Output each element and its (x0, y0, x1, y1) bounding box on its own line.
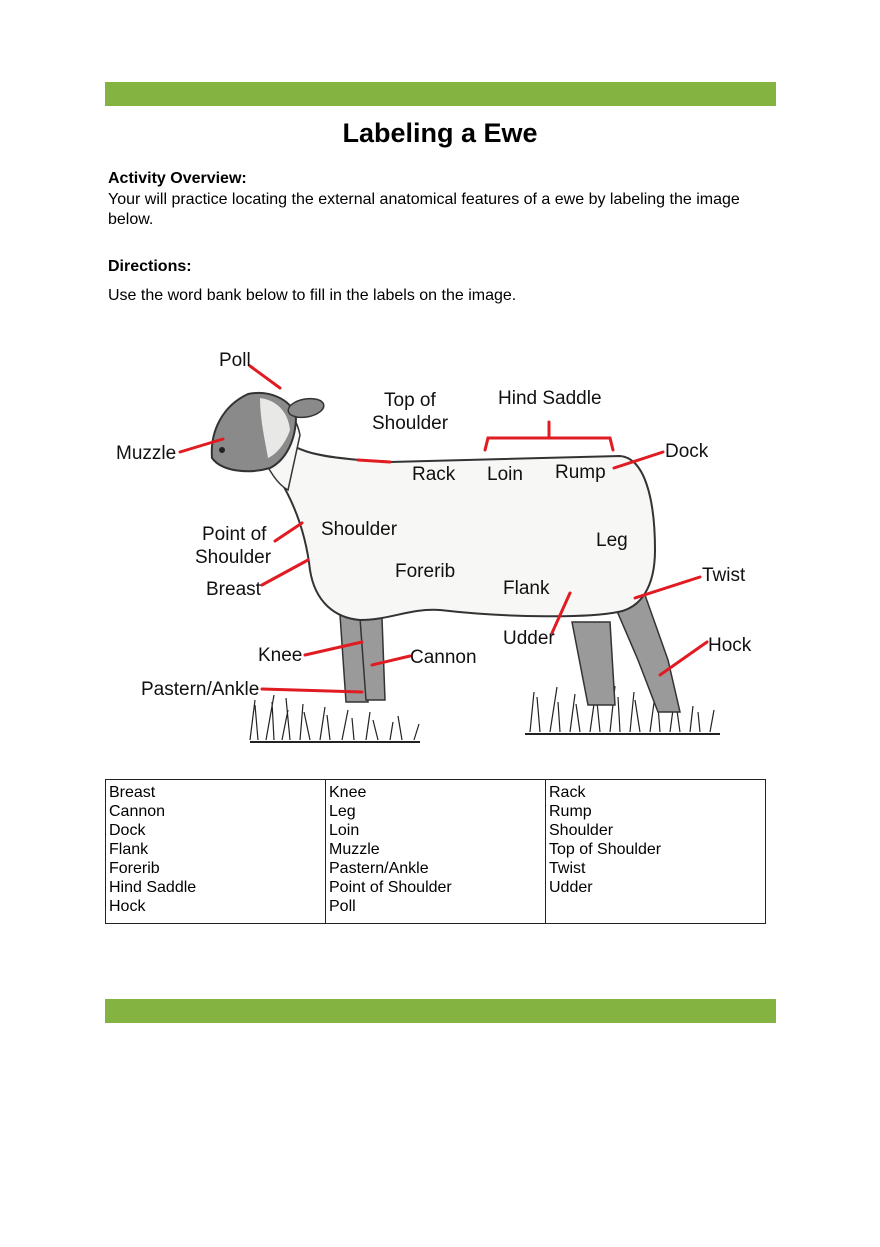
header-band (105, 82, 776, 106)
label-loin: Loin (487, 464, 523, 485)
label-rack: Rack (412, 464, 456, 485)
word-bank-column-1 (106, 780, 325, 923)
label-point-of-shoulder-2: Shoulder (195, 547, 272, 568)
word-bank-item: Hind Saddle (109, 879, 197, 896)
label-flank: Flank (503, 578, 550, 599)
grass-illustration (250, 686, 720, 742)
label-poll: Poll (219, 350, 251, 371)
word-bank-item: Cannon (109, 803, 166, 820)
label-twist: Twist (702, 565, 746, 586)
label-pastern-ankle: Pastern/Ankle (141, 679, 260, 700)
word-bank-item: Point of Shoulder (329, 879, 452, 896)
label-cannon: Cannon (410, 647, 477, 668)
word-bank-item: Pastern/Ankle (329, 860, 429, 877)
label-hind-saddle: Hind Saddle (498, 388, 602, 409)
label-knee: Knee (258, 645, 303, 666)
word-bank-item: Hock (109, 898, 146, 915)
ewe-diagram (110, 340, 760, 750)
word-bank-item: Shoulder (549, 822, 614, 839)
word-bank-item: Udder (549, 879, 593, 896)
word-bank-item: Forerib (109, 860, 160, 877)
word-bank-column-2 (325, 780, 545, 923)
overview-text: Your will practice locating the external anatomical features of a ewe by labeling the image below. (108, 191, 740, 228)
word-bank-item: Leg (329, 803, 356, 820)
label-muzzle: Muzzle (116, 443, 177, 464)
label-leg: Leg (596, 530, 628, 551)
label-forerib: Forerib (395, 561, 456, 582)
word-bank-item: Loin (329, 822, 360, 839)
word-bank-item: Top of Shoulder (549, 841, 662, 858)
hind-saddle-bracket (485, 422, 613, 450)
word-bank-item: Breast (109, 784, 156, 801)
label-hock: Hock (708, 635, 752, 656)
word-bank-item: Rack (549, 784, 586, 801)
label-dock: Dock (665, 441, 709, 462)
label-point-of-shoulder-1: Point of (202, 524, 267, 545)
label-breast: Breast (206, 579, 261, 600)
directions-heading: Directions: (108, 258, 192, 275)
word-bank-item: Knee (329, 784, 367, 801)
word-bank-item: Twist (549, 860, 586, 877)
word-bank-item: Flank (109, 841, 149, 858)
label-top-of-shoulder-2: Shoulder (372, 413, 449, 434)
page-title: Labeling a Ewe (342, 118, 538, 148)
label-udder: Udder (503, 628, 555, 649)
directions-text: Use the word bank below to fill in the labels on the image. (108, 287, 517, 304)
word-bank-item: Muzzle (329, 841, 380, 858)
word-bank-column-3 (545, 780, 765, 923)
overview-heading: Activity Overview: (108, 170, 247, 187)
label-rump: Rump (555, 462, 606, 483)
word-bank-item: Dock (109, 822, 146, 839)
word-bank-item: Poll (329, 898, 356, 915)
footer-band (105, 999, 776, 1023)
label-top-of-shoulder-1: Top of (384, 390, 436, 411)
word-bank-item: Rump (549, 803, 592, 820)
label-shoulder: Shoulder (321, 519, 398, 540)
word-bank-table (105, 779, 766, 924)
